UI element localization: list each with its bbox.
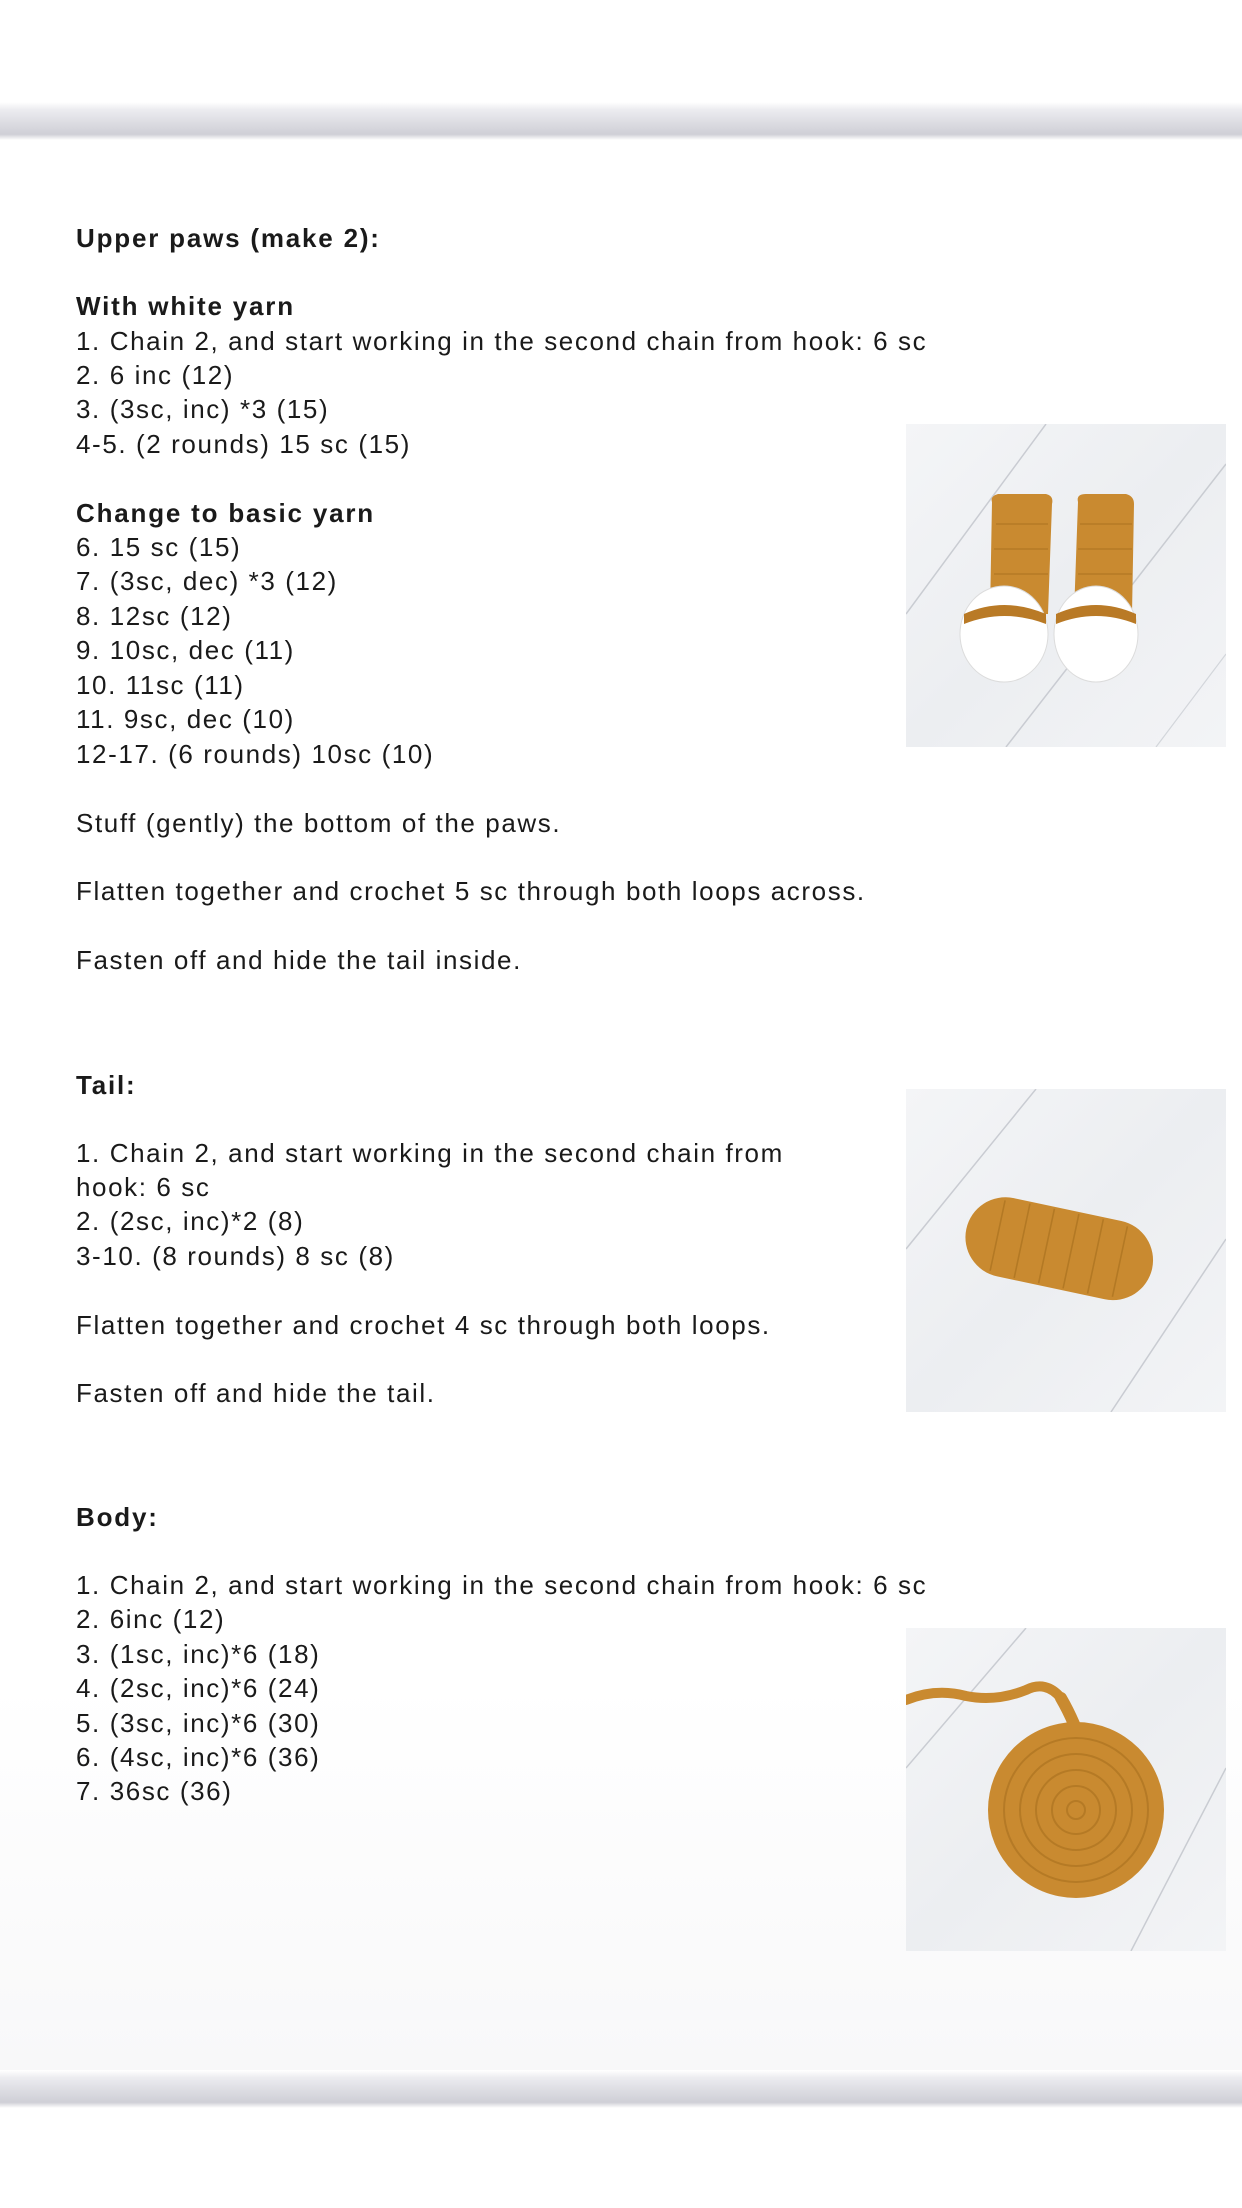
step-line: 3. (3sc, inc) *3 (15) (76, 394, 330, 424)
tail-title: Tail: (76, 1070, 137, 1100)
step-line: hook: 6 sc (76, 1172, 211, 1202)
step-line: 12-17. (6 rounds) 10sc (10) (76, 739, 435, 769)
step-line: 10. 11sc (11) (76, 670, 245, 700)
step-line: 2. 6inc (12) (76, 1604, 226, 1634)
step-line: 5. (3sc, inc)*6 (30) (76, 1708, 321, 1738)
basic-yarn-heading: Change to basic yarn (76, 498, 375, 528)
step-line: 2. (2sc, inc)*2 (8) (76, 1206, 305, 1236)
step-line: 3. (1sc, inc)*6 (18) (76, 1639, 321, 1669)
step-line: 1. Chain 2, and start working in the second chain from (76, 1138, 784, 1168)
page-divider-bottom (0, 2070, 1242, 2108)
step-line: 11. 9sc, dec (10) (76, 704, 295, 734)
body-photo (906, 1628, 1226, 1951)
instruction-note: Fasten off and hide the tail inside. (76, 945, 522, 975)
step-line: 2. 6 inc (12) (76, 360, 235, 390)
step-line: 1. Chain 2, and start working in the second chain from hook: 6 sc (76, 1570, 928, 1600)
step-line: 4-5. (2 rounds) 15 sc (15) (76, 429, 411, 459)
step-line: 4. (2sc, inc)*6 (24) (76, 1673, 321, 1703)
instruction-note: Flatten together and crochet 5 sc through both loops across. (76, 876, 866, 906)
step-line: 7. 36sc (36) (76, 1776, 233, 1806)
page-divider-top (0, 102, 1242, 140)
body-title: Body: (76, 1502, 159, 1532)
instruction-note: Stuff (gently) the bottom of the paws. (76, 808, 562, 838)
white-yarn-heading: With white yarn (76, 291, 295, 321)
instruction-note: Flatten together and crochet 4 sc through both loops. (76, 1310, 771, 1340)
step-line: 6. 15 sc (15) (76, 532, 242, 562)
step-line: 9. 10sc, dec (11) (76, 635, 295, 665)
upper-paws-photo (906, 424, 1226, 747)
instruction-note: Fasten off and hide the tail. (76, 1378, 436, 1408)
upper-paws-title: Upper paws (make 2): (76, 223, 381, 253)
step-line: 7. (3sc, dec) *3 (12) (76, 566, 338, 596)
tail-photo (906, 1089, 1226, 1412)
step-line: 1. Chain 2, and start working in the second chain from hook: 6 sc (76, 326, 928, 356)
step-line: 3-10. (8 rounds) 8 sc (8) (76, 1241, 395, 1271)
step-line: 8. 12sc (12) (76, 601, 233, 631)
step-line: 6. (4sc, inc)*6 (36) (76, 1742, 321, 1772)
